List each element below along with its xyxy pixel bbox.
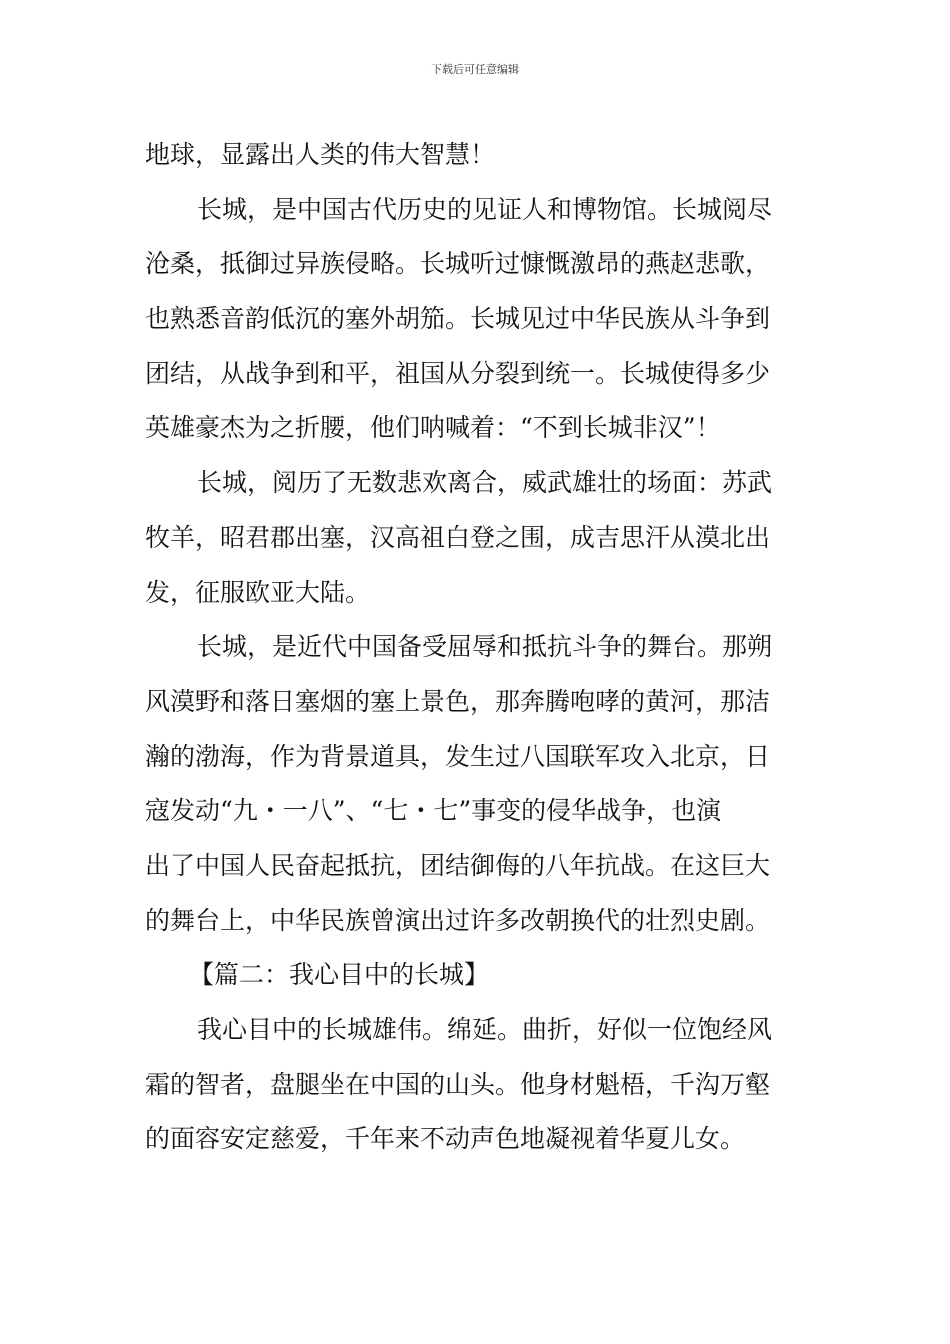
text-line: 也熟悉音韵低沉的塞外胡笳。长城见过中华民族从斗争到 [145,304,771,334]
text-line: 的面容安定慈爱，千年来不动声色地凝视着华夏儿女。 [145,1124,746,1154]
paragraph-first-line: 长城，是中国古代历史的见证人和博物馆。长城阅尽 [197,194,773,224]
text-line: 发，征服欧亚大陆。 [145,577,371,607]
text-line: 的舞台上，中华民族曾演出过许多改朝换代的壮烈史剧。 [145,905,771,935]
text-line: 沧桑，抵御过异族侵略。长城听过慷慨激昂的燕赵悲歌， [145,249,771,279]
document-body [145,128,810,1167]
page-header-note: 下载后可任意编辑 [431,63,519,76]
text-line: 霜的智者，盘腿坐在中国的山头。他身材魁梧，千沟万壑 [145,1069,771,1099]
text-line: 风漠野和落日塞烟的塞上景色，那奔腾咆哮的黄河，那洁 [145,686,771,716]
text-line: 英雄豪杰为之折腰，他们呐喊着：“不到长城非汉”！ [145,413,721,443]
text-line: 牧羊，昭君郡出塞，汉高祖白登之围，成吉思汗从漠北出 [145,522,771,552]
text-line: 出了中国人民奋起抵抗，团结御侮的八年抗战。在这巨大 [145,850,771,880]
text-line: 寇发动“九・一八”、“七・七”事变的侵华战争，也演 [145,796,722,826]
section-heading: 【篇二：我心目中的长城】 [189,960,490,990]
text-line: 瀚的渤海，作为背景道具，发生过八国联军攻入北京，日 [145,741,771,771]
text-line: 团结，从战争到和平，祖国从分裂到统一。长城使得多少 [145,358,771,388]
paragraph-first-line: 长城，是近代中国备受屈辱和抵抗斗争的舞台。那朔 [197,632,773,662]
paragraph-first-line: 长城，阅历了无数悲欢离合，威武雄壮的场面：苏武 [197,468,773,498]
paragraph-first-line: 我心目中的长城雄伟。绵延。曲折，好似一位饱经风 [197,1015,773,1044]
text-line: 地球，显露出人类的伟大智慧！ [145,140,496,169]
